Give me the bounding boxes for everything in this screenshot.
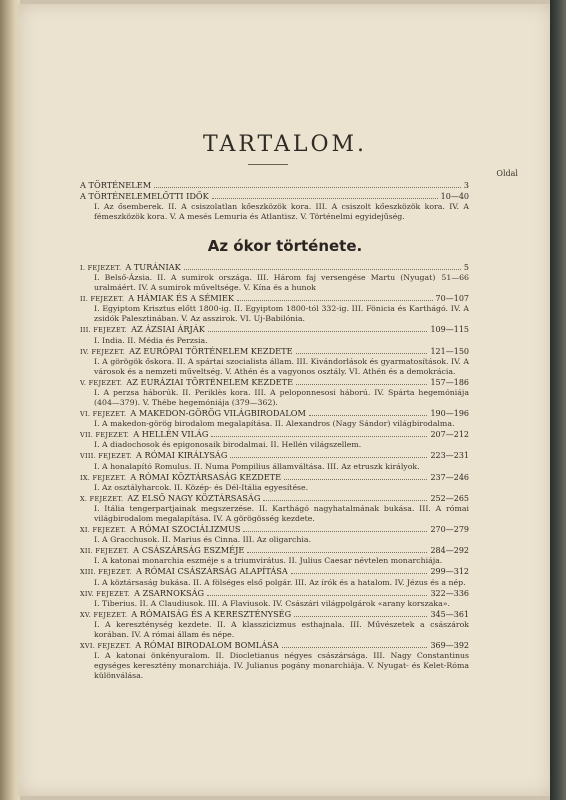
chapter-page-number: 322—336: [430, 588, 469, 598]
leader-dots: [184, 263, 461, 270]
chapter-row: [80, 472, 469, 483]
leader-dots: [282, 641, 428, 648]
leader-dots: [296, 378, 427, 385]
chapter-row: [80, 293, 469, 304]
leader-dots: [294, 610, 427, 617]
book-spine-shadow: [0, 0, 20, 800]
chapter-number: XVI. FEJEZET.: [80, 642, 132, 651]
chapter-row: [80, 566, 469, 577]
toc-row: [80, 191, 469, 202]
chapter-page-number: 190—196: [430, 409, 469, 419]
chapter-heading: [80, 324, 205, 335]
leader-dots: [154, 181, 461, 188]
chapter-number: XV. FEJEZET.: [80, 610, 128, 619]
chapter-description: I. Itália tengerpartjainak megszerzése. II. Karthágó nagyhatalmának bukása. III. A római világbirodalom megalapítása. IV. A görögösség kezdete.: [94, 504, 469, 524]
chapter-page-number: 5: [463, 263, 469, 272]
chapter-description: I. A katonai monarchia eszméje s a triumvirátus. II. Julius Caesar névtelen monarchiája.: [94, 556, 443, 566]
chapter-page-number: 284—292: [430, 546, 469, 556]
leader-dots: [263, 494, 427, 501]
chapter-number: XI. FEJEZET.: [80, 526, 127, 535]
chapter-description: I. A köztársaság bukása. II. A fölséges első polgár. III. Az írók és a hatalom. IV. Jézus és a nép.: [94, 577, 466, 587]
chapter-row: [80, 545, 469, 556]
chapter-heading: [80, 566, 288, 577]
chapter-title: A CSÁSZÁRSÁG ESZMÉJE: [133, 545, 245, 556]
chapter-description: [80, 273, 469, 293]
chapter-description: I. A Gracchusok. II. Marius és Cinna. III. Az oligarchia.: [94, 535, 312, 545]
toc-entry-title: A TÖRTÉNELEMELŐTTI IDŐK: [80, 191, 209, 202]
chapter-description: I. India. II. Média és Perzsia.: [94, 335, 208, 345]
chapter-row: [80, 588, 469, 599]
chapter-description: I. A görögök őskora. II. A spártai szocialista állam. III. Kivándorlások és gyarmatosítások. IV. A városok és a nemzeti műveltség. V. Athén és a vagyonos osztály. VI. Athén és a demokrácia.: [94, 356, 469, 376]
chapter-description: I. A honalapító Romulus. II. Numa Pompilius államváltása. III. Az etruszk királyok.: [94, 461, 420, 471]
chapter-toc: [80, 262, 469, 681]
title-divider: [248, 164, 288, 165]
leader-dots: [296, 347, 428, 354]
book-cover-edge: [550, 0, 566, 800]
chapter-heading: [80, 293, 234, 304]
chapter-number: III. FEJEZET.: [80, 326, 128, 335]
leader-dots: [243, 525, 427, 532]
chapter-row: [80, 346, 469, 357]
chapter-description: I. Tiberius. II. A Claudiusok. III. A Flaviusok. IV. Császári világpolgárok «arany korszaka».: [94, 598, 451, 608]
chapter-title: A TURÁNIAK: [125, 262, 181, 272]
chapter-number: IV. FEJEZET.: [80, 347, 126, 356]
leader-dots: [247, 546, 427, 553]
chapter-heading: [80, 640, 279, 651]
chapter-title: A ZSARNOKSÁG: [134, 587, 205, 598]
chapter-description: I. Az osztályharcok. II. Közép- és Dél-Itália egyesítése.: [94, 482, 309, 492]
chapter-row: [80, 408, 469, 419]
chapter-row: [80, 450, 469, 461]
chapter-page-number: 157—186: [430, 377, 469, 387]
chapter-description-text: I. Belső-Ázsia. II. A sumirok országa. III. Három faj versengése Martu (Nyugat) uralmáért. IV. A sumirok műveltsége. V. Kína és a hunok: [94, 273, 436, 293]
chapter-description: I. A diadochosok és epigonosaik birodalmai. II. Hellén világszellem.: [94, 440, 362, 450]
chapter-page-number: 109—115: [430, 325, 469, 335]
toc-entry-title: A TÖRTÉNELEM: [80, 180, 152, 190]
chapter-heading: [80, 609, 291, 620]
chapter-heading: [80, 472, 281, 483]
chapter-number: I. FEJEZET.: [80, 264, 122, 272]
chapter-row: [80, 324, 469, 335]
chapter-heading: [80, 408, 306, 419]
chapter-row: [80, 262, 469, 273]
chapter-page-number: 237—246: [430, 472, 469, 482]
leader-dots: [212, 192, 438, 199]
toc-entry-description: I. Az ősemberek. II. A csiszolatlan kőeszközök kora. III. A csiszolt kőeszközök kora. IV. A fémeszközök kora. V. A mesés Lemuria és Atlantisz. V. Történelmi egyidejűség.: [94, 202, 469, 222]
leader-dots: [230, 451, 427, 458]
leader-dots: [208, 325, 428, 332]
chapter-title: A RÓMAI KÖZTÁRSASÁG KEZDETE: [130, 471, 282, 482]
leader-dots: [309, 409, 428, 416]
chapter-number: II. FEJEZET.: [80, 295, 125, 304]
chapter-number: XIII. FEJEZET.: [80, 568, 132, 577]
chapter-description: I. A makedon-görög birodalom megalapítása. II. Alexandros (Nagy Sándor) világbirodalma.: [94, 419, 455, 429]
chapter-description: I. A katonai önkényuralom. II. Diocletianus négyes császársága. III. Nagy Constantinus egységes keresztény monarchiája. IV. Julianus pogány monarchiája. V. Nyugat- és Kelet-Róma különválása.: [94, 651, 469, 681]
chapter-heading: [80, 377, 293, 388]
toc-page-number: 10—40: [440, 192, 469, 202]
chapter-heading: [80, 450, 227, 461]
leader-dots: [207, 589, 427, 596]
chapter-heading: [80, 493, 260, 504]
chapter-heading: [80, 524, 240, 535]
chapter-number: V. FEJEZET.: [80, 378, 123, 387]
chapter-page-number: 270—279: [430, 525, 469, 535]
leader-dots: [237, 294, 433, 301]
chapter-title: A RÓMAI BIRODALOM BOMLÁSA: [135, 640, 279, 651]
chapter-title: A RÓMAI CSÁSZÁRSÁG ALAPÍTÁSA: [135, 566, 288, 577]
chapter-number: XII. FEJEZET.: [80, 547, 130, 556]
section-heading: Az ókor története.: [207, 237, 363, 255]
chapter-title: AZ EURÓPAI TÖRTÉNELEM KEZDETE: [129, 345, 293, 356]
toc-row: [80, 180, 469, 191]
chapter-page-number: 51—66: [441, 273, 469, 283]
intro-toc: [80, 180, 469, 222]
leader-dots: [284, 473, 427, 480]
chapter-heading: [80, 262, 181, 273]
chapter-page-number: 223—231: [430, 451, 469, 461]
chapter-row: [80, 640, 469, 651]
chapter-title: A HÁMIAK ÉS A SÉMIEK: [128, 293, 235, 304]
chapter-page-number: 299—312: [430, 567, 469, 577]
chapter-row: [80, 493, 469, 504]
chapter-description: I. A perzsa háborúk. II. Periklès kora. III. A peloponnesosi háború. IV. Spárta hegemóniája (404—379). V. Thébe hegemóniája (379—362).: [94, 388, 469, 408]
chapter-title: A RÓMAI KIRÁLYSÁG: [136, 450, 228, 461]
chapter-row: [80, 377, 469, 388]
page-column-label: Oldal: [496, 169, 518, 178]
chapter-number: IX. FEJEZET.: [80, 473, 127, 482]
toc-page-number: 3: [463, 181, 469, 190]
chapter-page-number: 70—107: [435, 294, 469, 304]
chapter-heading: [80, 545, 244, 556]
chapter-page-number: 369—392: [430, 641, 469, 651]
chapter-title: AZ ÁZSIAI ÁRJÁK: [131, 324, 205, 335]
chapter-number: VIII. FEJEZET.: [80, 452, 133, 461]
chapter-page-number: 252—265: [430, 493, 469, 503]
leader-dots: [291, 567, 428, 574]
chapter-title: AZ EURÁZIAI TÖRTÉNELEM KEZDETE: [126, 376, 294, 387]
chapter-row: [80, 524, 469, 535]
chapter-heading: [80, 346, 293, 357]
chapter-number: VII. FEJEZET.: [80, 431, 130, 440]
book-page: [18, 4, 552, 796]
chapter-description: I. A kereszténység kezdete. II. A klasszicizmus esthajnala. III. Művészetek a császárok korában. IV. A római állam és népe.: [94, 620, 469, 640]
chapter-title: A MAKEDON-GÖRÖG VILÁGBIRODALOM: [130, 408, 306, 419]
chapter-row: [80, 429, 469, 440]
chapter-page-number: 121—150: [430, 346, 469, 356]
chapter-page-number: 345—361: [430, 609, 469, 619]
chapter-description: I. Egyiptom Krisztus előtt 1800-ig. II. Egyiptom 1800-tól 332-ig. III. Fönicia és Karthágó. IV. A zsidók Palesztinában. V. Az asszirok. VI. Uj-Babilónia.: [94, 304, 469, 324]
chapter-page-number: 207—212: [430, 430, 469, 440]
chapter-title: AZ ELSŐ NAGY KÖZTÁRSASÁG: [127, 492, 261, 503]
page-title: TARTALOM.: [202, 132, 368, 157]
chapter-title: A RÓMAI SZOCIÁLIZMUS: [130, 524, 241, 535]
chapter-heading: [80, 429, 208, 440]
chapter-number: VI. FEJEZET.: [80, 410, 127, 419]
chapter-number: X. FEJEZET.: [80, 494, 124, 503]
chapter-title: A RÓMAISÁG ÉS A KERESZTÉNYSÉG: [131, 608, 292, 619]
chapter-row: [80, 609, 469, 620]
chapter-title: A HELLÉN VILÁG: [133, 429, 209, 440]
chapter-number: XIV. FEJEZET.: [80, 589, 131, 598]
leader-dots: [211, 430, 427, 437]
chapter-heading: [80, 588, 204, 599]
